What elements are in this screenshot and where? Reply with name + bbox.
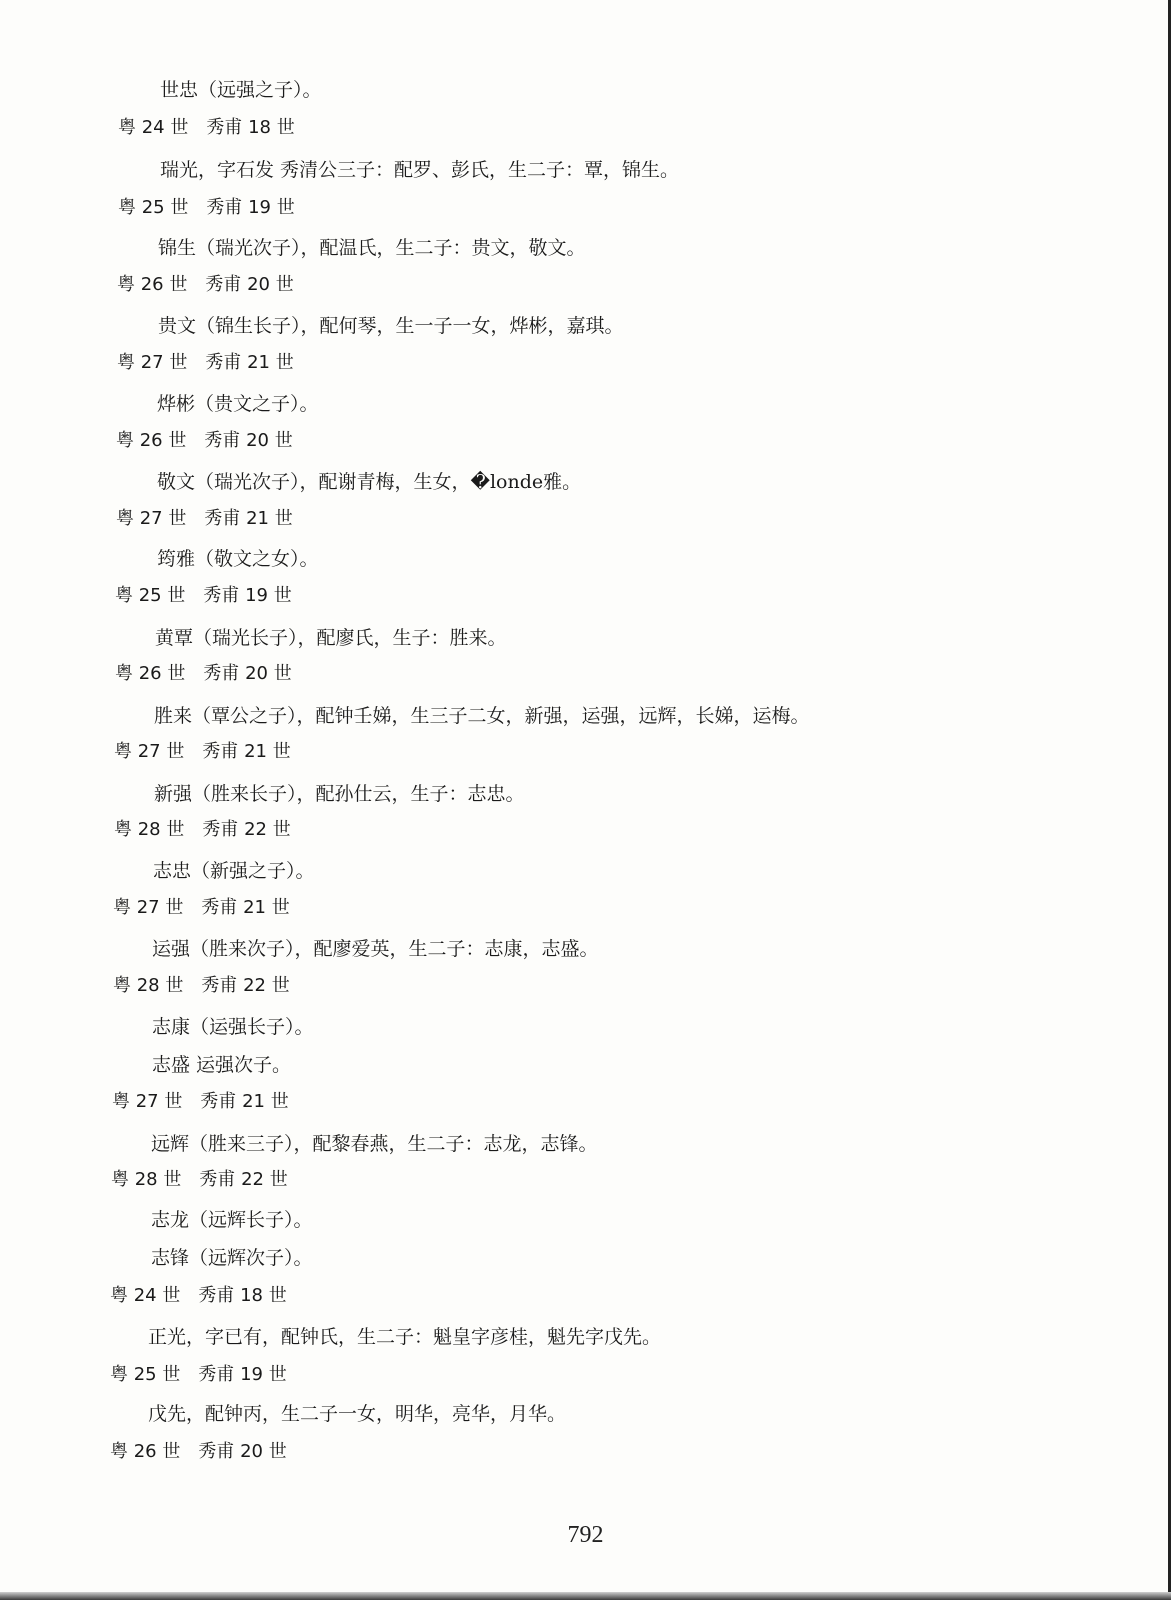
genealogy-entry: 正光，字已有，配钟氏，生二子：魁皇字彦桂，魁先字戊先。 — [148, 1326, 662, 1348]
scan-bottom-edge — [0, 1592, 1171, 1600]
generation-heading: 粤 24 世 秀甫 18 世 — [110, 1285, 287, 1306]
generation-heading: 粤 26 世 秀甫 20 世 — [117, 274, 294, 295]
generation-heading: 粤 26 世 秀甫 20 世 — [116, 430, 293, 451]
genealogy-entry: 瑞光，字石发 秀清公三子：配罗、彭氏，生二子：覃，锦生。 — [160, 159, 680, 181]
generation-heading: 粤 28 世 秀甫 22 世 — [111, 1169, 288, 1190]
genealogy-entry: 新强（胜来长子），配孙仕云，生子：志忠。 — [154, 783, 525, 805]
genealogy-entry: 筠雅（敬文之女）。 — [157, 548, 319, 570]
genealogy-entry: 戊先，配钟丙，生二子一女，明华，亮华，月华。 — [148, 1403, 567, 1425]
genealogy-entry: 志忠（新强之子）。 — [153, 860, 315, 882]
generation-heading: 粤 26 世 秀甫 20 世 — [110, 1441, 287, 1462]
generation-heading: 粤 27 世 秀甫 21 世 — [112, 1091, 289, 1112]
genealogy-entry: 锦生（瑞光次子），配温氏，生二子：贵文，敬文。 — [158, 237, 586, 259]
genealogy-entry: 远辉（胜来三子），配黎春燕，生二子：志龙，志锋。 — [151, 1133, 598, 1155]
genealogy-entry: 运强（胜来次子），配廖爱英，生二子：志康，志盛。 — [152, 938, 599, 960]
generation-heading: 粤 27 世 秀甫 21 世 — [113, 897, 290, 918]
generation-heading: 粤 28 世 秀甫 22 世 — [113, 975, 290, 996]
genealogy-entry: 敬文（瑞光次子），配谢青梅，生女，�londe雅。 — [157, 471, 582, 493]
genealogy-entry: 贵文（锦生长子），配何琴，生一子一女，烨彬，嘉琪。 — [158, 315, 624, 337]
generation-heading: 粤 27 世 秀甫 21 世 — [117, 352, 294, 373]
genealogy-entry: 志龙（远辉长子）。 — [151, 1209, 313, 1231]
generation-heading: 粤 25 世 秀甫 19 世 — [118, 197, 295, 218]
genealogy-entry: 黄覃（瑞光长子），配廖氏，生子：胜来。 — [155, 627, 507, 649]
generation-heading: 粤 28 世 秀甫 22 世 — [114, 819, 291, 840]
generation-heading: 粤 24 世 秀甫 18 世 — [118, 117, 295, 138]
genealogy-entry: 烨彬（贵文之子）。 — [157, 393, 319, 415]
genealogy-entry: 志盛 运强次子。 — [152, 1054, 292, 1076]
genealogy-entry: 世忠（远强之子）。 — [160, 79, 322, 101]
generation-heading: 粤 25 世 秀甫 19 世 — [110, 1364, 287, 1385]
generation-heading: 粤 27 世 秀甫 21 世 — [114, 741, 291, 762]
genealogy-entry: 志康（运强长子）。 — [152, 1016, 314, 1038]
genealogy-entry: 志锋（远辉次子）。 — [151, 1247, 313, 1269]
page-number: 792 — [567, 1522, 604, 1548]
generation-heading: 粤 25 世 秀甫 19 世 — [115, 585, 292, 606]
generation-heading: 粤 27 世 秀甫 21 世 — [116, 508, 293, 529]
genealogy-entry: 胜来（覃公之子），配钟壬娣，生三子二女，新强，运强，远辉，长娣，运梅。 — [154, 705, 810, 727]
generation-heading: 粤 26 世 秀甫 20 世 — [115, 663, 292, 684]
